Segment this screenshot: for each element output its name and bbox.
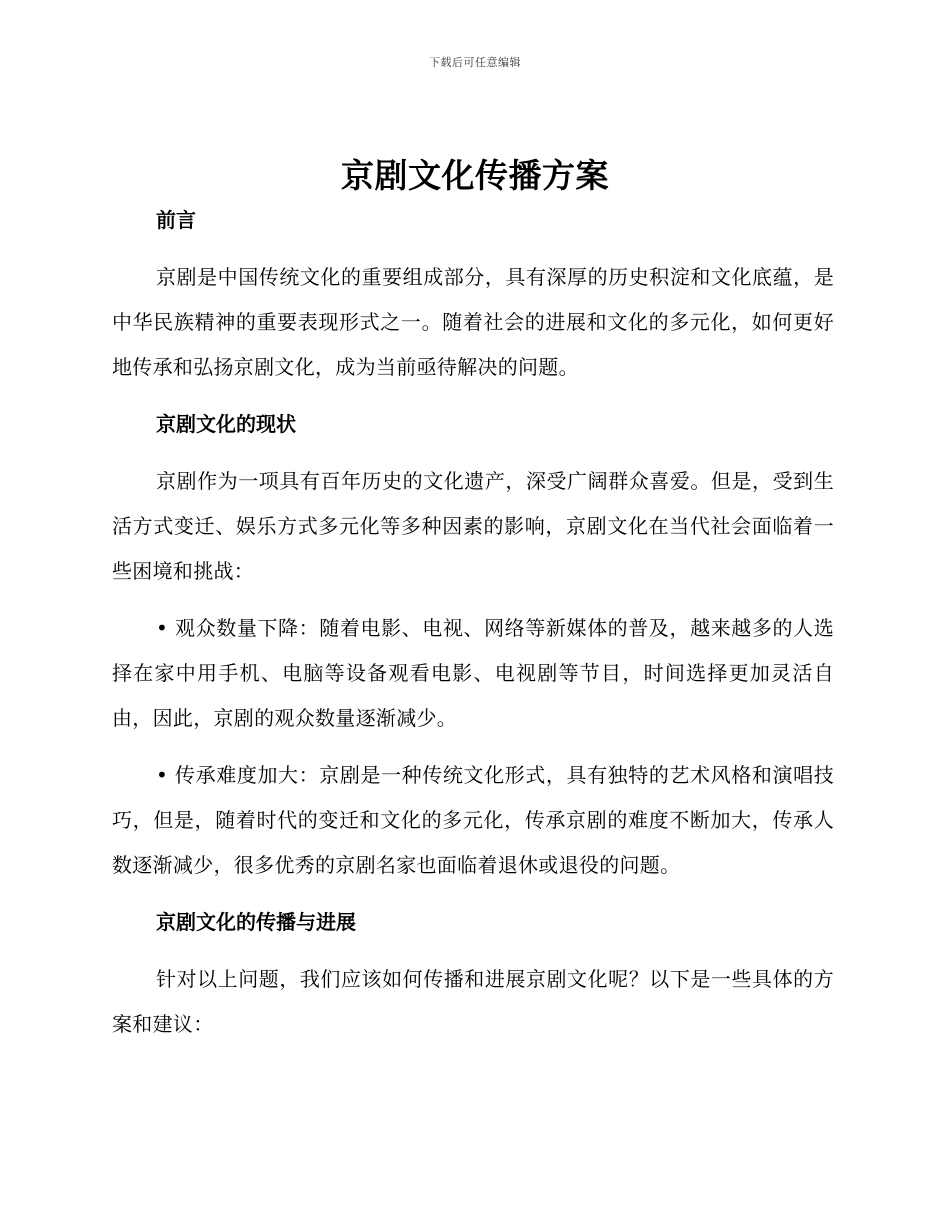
bullet-paragraph: • 传承难度加大：京剧是一种传统文化形式，具有独特的艺术风格和演唱技巧，但是，随着时代的变迁和文化的多元化，传承京剧的难度不断加大，传承人数逐渐减少，很多优秀的京剧名家也面临着退休或退役的问题。 <box>112 763 834 877</box>
document-title: 京剧文化传播方案 <box>341 156 609 195</box>
bullet-paragraph: • 观众数量下降：随着电影、电视、网络等新媒体的普及，越来越多的人选择在家中用手机、电脑等设备观看电影、电视剧等节目，时间选择更加灵活自由，因此，京剧的观众数量逐渐减少。 <box>112 616 834 730</box>
section-heading: 前言 <box>156 208 196 232</box>
page-header-note: 下载后可任意编辑 <box>429 56 521 69</box>
paragraph: 京剧是中国传统文化的重要组成部分，具有深厚的历史积淀和文化底蕴，是中华民族精神的重要表现形式之一。随着社会的进展和文化的多元化，如何更好地传承和弘扬京剧文化，成为当前亟待解决的问题。 <box>112 265 834 379</box>
paragraph: 针对以上问题，我们应该如何传播和进展京剧文化呢？以下是一些具体的方案和建议： <box>112 967 834 1036</box>
document-body <box>112 198 834 1059</box>
paragraph: 京剧作为一项具有百年历史的文化遗产，深受广阔群众喜爱。但是，受到生活方式变迁、娱乐方式多元化等多种因素的影响，京剧文化在当代社会面临着一些困境和挑战： <box>112 469 834 583</box>
section-heading: 京剧文化的现状 <box>156 412 296 436</box>
section-heading: 京剧文化的传播与进展 <box>156 910 356 934</box>
